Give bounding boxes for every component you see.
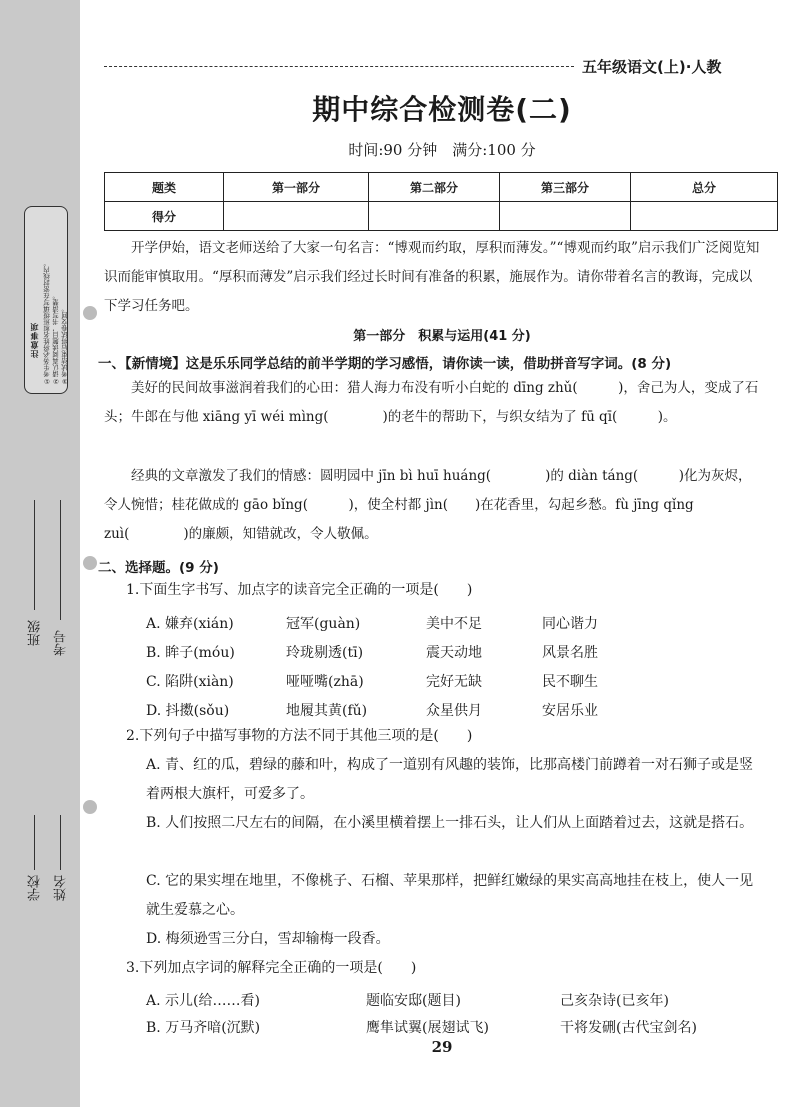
notes-box — [24, 206, 68, 394]
q2-2-option: A. 青、红的瓜，碧绿的藤和叶，构成了一道别有风趣的装饰，比那高楼门前蹲着一对石狮子或是竖着两根大旗杆，可爱多了。 — [146, 757, 754, 802]
name-label: 姓名 — [54, 875, 69, 901]
score-header-cell: 第一部分 — [224, 173, 369, 202]
option-cell: C. 陷阱(xiàn) — [146, 674, 234, 690]
option-cell: 干将发硎(古代宝剑名) — [560, 1020, 697, 1036]
q2-2-option: C. 它的果实埋在地里，不像桃子、石榴、苹果那样，把鲜红嫩绿的果实高高地挂在枝上，使人一见就生爱慕之心。 — [146, 873, 754, 918]
option-cell: 地履其黄(fǔ) — [286, 703, 368, 719]
notes-lines — [43, 215, 69, 385]
q1-paragraph-1: 美好的民间故事滋润着我们的心田：猎人海力布没有听小白蛇的 dīng zhǔ( )，舍己为人，变成了石头；牛郎在与他 xiāng yī wéi mìng( )的老牛的帮助下，与织女结为了 fū qī( )。 — [104, 380, 759, 425]
number-label: 考号 — [54, 630, 69, 656]
option-cell: 完好无缺 — [426, 674, 482, 690]
score-cell[interactable] — [369, 202, 500, 231]
intro-paragraph: 开学伊始，语文老师送给了大家一句名言：“博观而约取，厚积而薄发。”“博观而约取”启示我们广泛阅览知识而能审慎取用。“厚积而薄发”启示我们经过长时间有准备的积累，施展作为。请你带着名言的教诲，完成以下学习任务吧。 — [104, 240, 760, 314]
notes-title: 注意事项 — [30, 322, 39, 358]
school-name-fields — [22, 815, 78, 1025]
score-cell[interactable] — [500, 202, 631, 231]
option-cell: D. 抖擞(sǒu) — [146, 703, 230, 719]
q2-2-option: B. 人们按照二尺左右的间隔，在小溪里横着摆上一排石头，让人们从上面踏着过去，这就是搭石。 — [146, 815, 754, 831]
q1-heading: 一、【新情境】这是乐乐同学总结的前半学期的学习感悟，请你读一读，借助拼音写字词。(8 分) — [98, 356, 672, 372]
notes-line: ③考试结束后将试卷交回。 — [61, 305, 69, 385]
option-cell: 哑哑嘴(zhā) — [286, 674, 364, 690]
option-cell: B. 眸子(móu) — [146, 645, 235, 661]
header-dashed-line — [104, 66, 574, 67]
time-info: 时间:90 分钟 满分:100 分 — [348, 141, 536, 159]
score-header-cell: 第二部分 — [369, 173, 500, 202]
punch-hole-icon — [83, 800, 97, 814]
score-header-cell: 总分 — [631, 173, 778, 202]
score-cell[interactable] — [631, 202, 778, 231]
score-table — [104, 172, 778, 231]
q2-heading: 二、选择题。(9 分) — [98, 560, 219, 576]
score-table-row — [105, 202, 778, 231]
score-row-label: 得分 — [105, 202, 224, 231]
option-cell: 民不聊生 — [542, 674, 598, 690]
page-number: 29 — [431, 1038, 453, 1056]
option-cell: 己亥杂诗(已亥年) — [560, 993, 669, 1009]
punch-hole-icon — [83, 556, 97, 570]
option-cell: A. 嫌弃(xián) — [146, 616, 234, 632]
class-number-fields — [22, 500, 78, 800]
score-header-cell: 第三部分 — [500, 173, 631, 202]
part1-title: 第一部分 积累与运用(41 分) — [353, 329, 531, 344]
q2-3-stem: 3.下列加点字词的解释完全正确的一项是( ) — [126, 960, 417, 976]
option-cell: 玲珑剔透(tī) — [286, 645, 364, 661]
binding-margin — [0, 0, 80, 1107]
class-field[interactable] — [34, 500, 35, 610]
option-cell: 题临安邸(题目) — [366, 993, 461, 1009]
option-cell: 安居乐业 — [542, 703, 598, 719]
page-title: 期中综合检测卷(二) — [312, 93, 572, 126]
option-cell: 同心谐力 — [542, 616, 598, 632]
school-field[interactable] — [34, 815, 35, 870]
notes-line: ②请认真阅读题目，书写清楚。 — [52, 292, 60, 385]
subject-label: 五年级语文(上)·人教 — [582, 58, 722, 76]
option-cell: A. 示儿(给……看) — [146, 993, 260, 1009]
score-table-header — [105, 173, 778, 202]
q2-2-stem: 2.下列句子中描写事物的方法不同于其他三项的是( ) — [126, 728, 473, 744]
option-cell: 美中不足 — [426, 616, 482, 632]
option-cell: 鹰隼试翼(展翅试飞) — [366, 1020, 489, 1036]
option-cell: 众星供月 — [426, 703, 482, 719]
punch-hole-icon — [83, 306, 97, 320]
q2-1-stem: 1.下面生字书写、加点字的读音完全正确的一项是( ) — [126, 582, 473, 598]
q1-paragraph-2: 经典的文章激发了我们的情感：圆明园中 jīn bì huī huáng( )的 diàn táng( )化为灰烬，令人惋惜；桂花做成的 gāo bǐng( )，使全村都 jìn( )在花香里，勾起乡愁。fù jīng qǐng zuì( )的廉颇，知错就改，令人敬佩。 — [104, 468, 752, 542]
number-field[interactable] — [60, 500, 61, 620]
option-cell: 风景名胜 — [542, 645, 598, 661]
score-cell[interactable] — [224, 202, 369, 231]
notes-line: ①考生务必将姓名和班级填写在密封线内。 — [43, 260, 51, 385]
option-cell: 震天动地 — [426, 645, 482, 661]
school-label: 学校 — [28, 875, 43, 901]
score-header-cell: 题类 — [105, 173, 224, 202]
class-label: 班级 — [28, 620, 43, 646]
q2-2-option: D. 梅须逊雪三分白，雪却输梅一段香。 — [146, 931, 390, 947]
option-cell: B. 万马齐喑(沉默) — [146, 1020, 261, 1036]
option-cell: 冠军(guàn) — [286, 616, 361, 632]
name-field[interactable] — [60, 815, 61, 870]
